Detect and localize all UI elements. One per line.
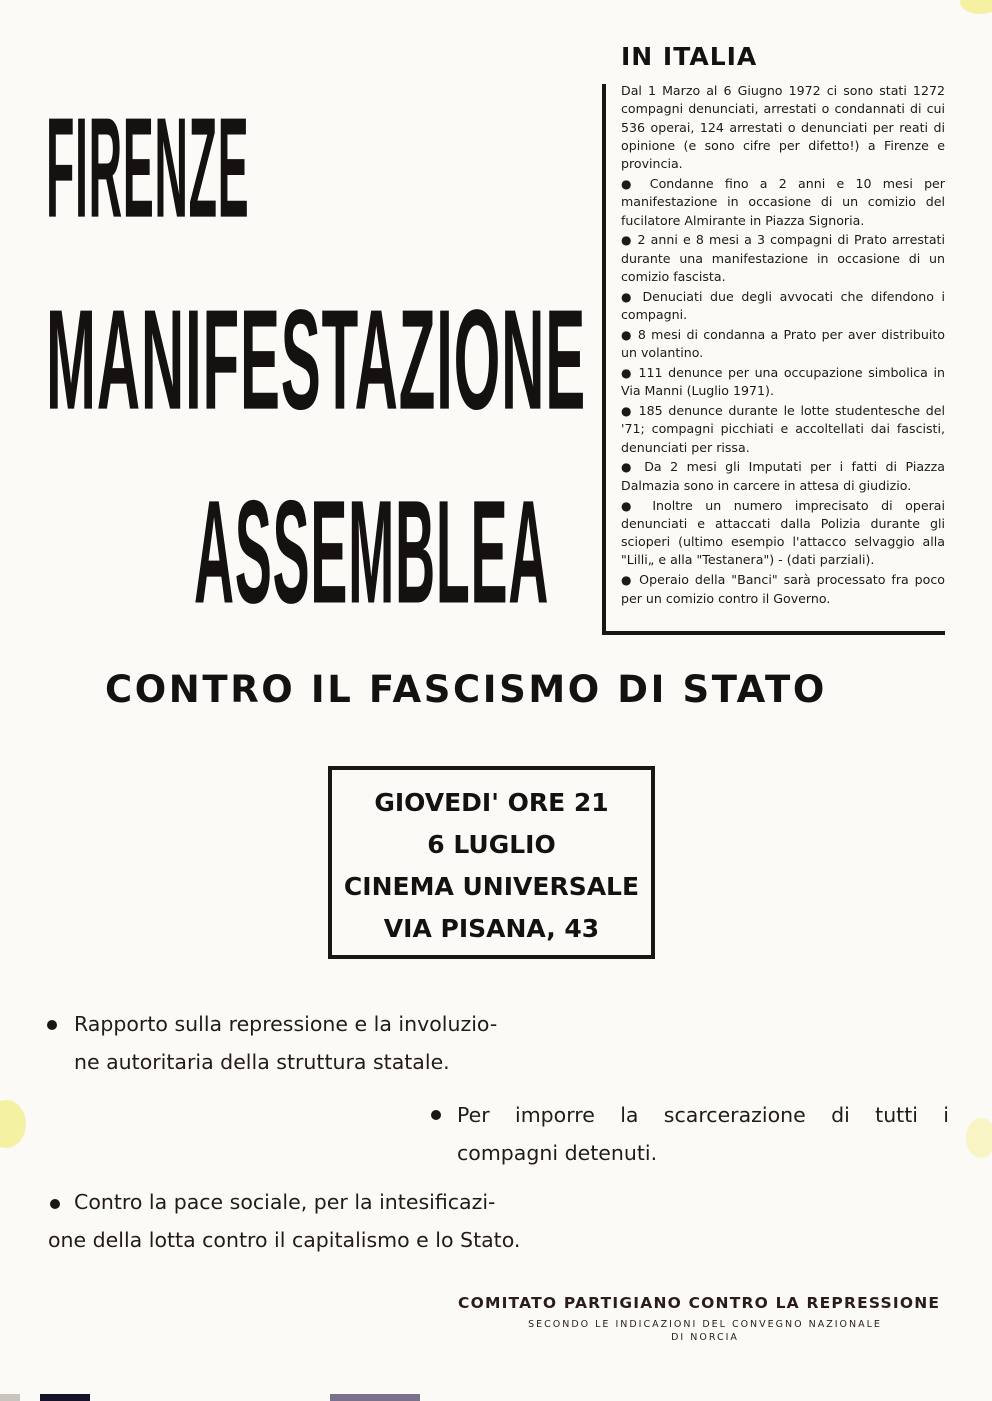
italia-fact-item: ● Condanne fino a 2 anni e 10 mesi per manifestazione in occasione di un comizio del fucilatore Almirante in Piazza Signoria. <box>621 175 945 230</box>
italia-fact-item: ● 8 mesi di condanna a Prato per aver distribuito un volantino. <box>621 326 945 363</box>
bottom-edge-strip <box>0 1394 992 1401</box>
italia-intro: Dal 1 Marzo al 6 Giugno 1972 ci sono stati 1272 compagni denunciati, arrestati o condannati di cui 536 operai, 124 arrestati o denunciati per reati di opinione (e sono cifre per difetto!) a Firenze e provincia. <box>621 83 945 172</box>
point-line: compagni detenuti. <box>457 1141 658 1165</box>
tape-stain <box>966 1118 992 1158</box>
committee-subtitle-line: SECONDO LE INDICAZIONI DEL CONVEGNO NAZIONALE <box>528 1319 882 1330</box>
tape-stain <box>960 0 992 14</box>
point-repression-report <box>74 1005 574 1081</box>
point-line: ne autoritaria della struttura statale. <box>74 1050 450 1074</box>
bullet-dot <box>47 1020 57 1030</box>
bullet-dot <box>431 1110 441 1120</box>
point-line: Contro la pace sociale, per la intesificazi- <box>74 1190 496 1214</box>
point-line: Rapporto sulla repressione e la involuzio- <box>74 1012 498 1036</box>
tape-stain <box>0 1100 26 1148</box>
italia-fact-item: ● 2 anni e 8 mesi a 3 compagni di Prato arrestati durante una manifestazione in occasione di un comizio fascista. <box>621 231 945 286</box>
committee-subtitle-line: DI NORCIA <box>671 1332 739 1343</box>
point-against-social-peace <box>48 1183 570 1259</box>
event-details-box <box>328 766 655 959</box>
headline-manifestazione: MANIFESTAZIONE <box>46 279 587 440</box>
slogan-heading: CONTRO IL FASCISMO DI STATO <box>105 668 827 711</box>
point-release-comrades <box>457 1096 949 1172</box>
headline-assemblea: ASSEMBLEA <box>194 469 550 634</box>
point-line: one della lotta contro il capitalismo e lo Stato. <box>48 1228 521 1252</box>
event-date: 6 LUGLIO <box>427 830 556 859</box>
event-venue: CINEMA UNIVERSALE <box>343 872 640 901</box>
point-line: Per imporre la scarcerazione di tutti i <box>457 1103 949 1127</box>
italia-facts <box>621 82 945 609</box>
event-address: VIA PISANA, 43 <box>383 914 600 943</box>
italia-fact-item: ● Inoltre un numero imprecisato di operai denunciati e attaccati dalla Polizia durante gli scioperi (ultimo esempio l'attacco selvaggio alla "Lilli„ e alla "Testanera") - (dati parziali). <box>621 497 945 570</box>
italia-fact-item: ● 111 denunce per una occupazione simbolica in Via Manni (Luglio 1971). <box>621 364 945 401</box>
committee-subtitle <box>520 1318 890 1344</box>
italia-fact-item: ● 185 denunce durante le lotte studentesche del '71; compagni picchiati e accoltellati dai fascisti, denunciati per rissa. <box>621 402 945 457</box>
italia-fact-item: ● Denuciati due degli avvocati che difendono i compagni. <box>621 288 945 325</box>
italia-fact-item: ● Da 2 mesi gli Imputati per i fatti di Piazza Dalmazia sono in carcere in attesa di giudizio. <box>621 458 945 495</box>
event-day-time: GIOVEDI' ORE 21 <box>374 788 609 817</box>
headline-firenze: FIRENZE <box>46 87 250 248</box>
italia-fact-item: ● Operaio della "Banci" sarà processato fra poco per un comizio contro il Governo. <box>621 571 945 608</box>
committee-name: COMITATO PARTIGIANO CONTRO LA REPRESSIONE <box>458 1294 941 1312</box>
italia-title: IN ITALIA <box>621 42 758 71</box>
